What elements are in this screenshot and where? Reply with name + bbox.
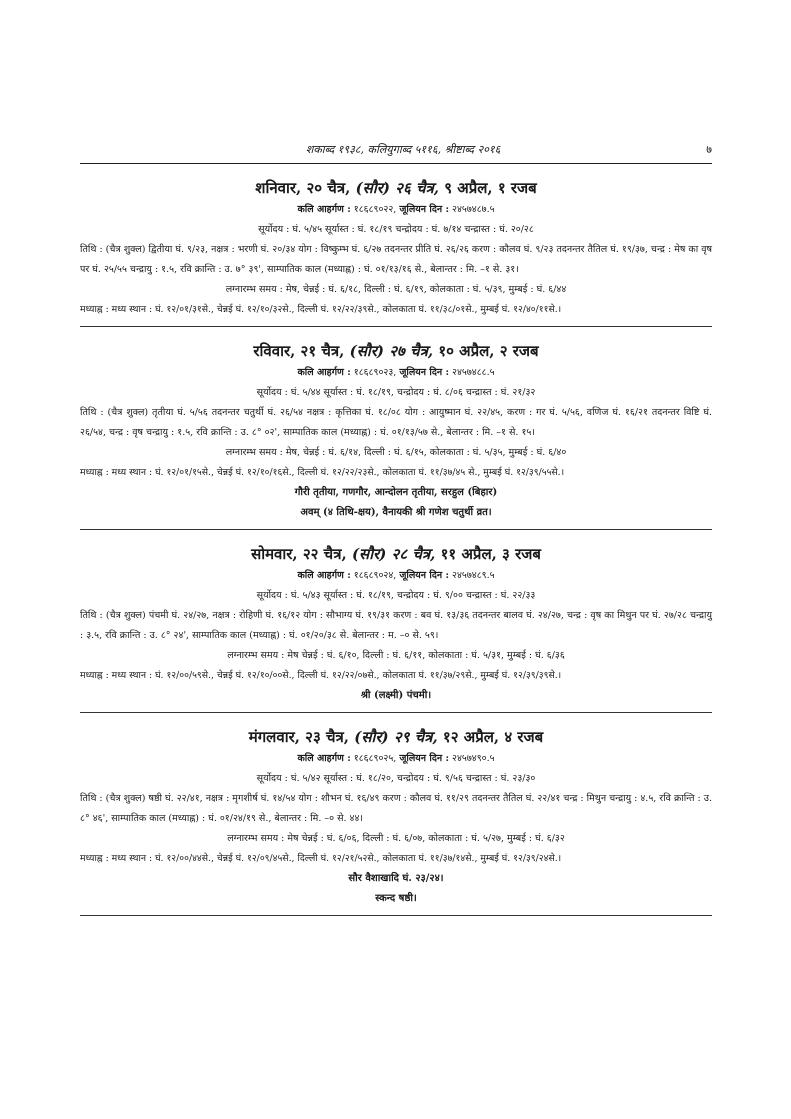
day-title [80,339,712,363]
page [80,138,712,916]
kali-label: कलि आहर्गण : [297,204,351,215]
day-title-date: रविवार, २१ चैत्र, [253,342,345,360]
kali-label: कलि आहर्गण : [297,367,351,378]
day-title-date: मंगलवार, २३ चैत्र, [248,728,350,746]
festival-line: गौरी तृतीया, गणगौर, आन्दोलन तृतीया, सरहुल (बिहार) [294,487,498,498]
day-title [80,542,712,566]
day-entry [80,713,712,916]
madhyahna-line: मध्याह्न : मध्य स्थान : घं. १२/००/५९से., चेन्नई घं. १२/१०/००से., दिल्ली घं. १२/२२/०७से., कोलकाता घं. ११/३७/२९से., मुम्बई घं. १२/३९/३९से.। [80,670,562,681]
festival-line: स्कन्द षष्ठी। [375,893,417,904]
lagna-line: लग्नारम्भ समय : मेष, चेन्नई : घं. ६/१८, दिल्ली : घं. ६/१९, कोलकाता : घं. ५/३९, मुम्बई : घं. ६/४४ [225,284,567,295]
day-entry [80,530,712,713]
day-title-gregorian: ९ अप्रैल, १ रजब [444,179,537,197]
day-entries [80,164,712,916]
sunrise-line: सूर्योदय : घं. ५/४४ सूर्यास्त : घं. १८/१९, चन्द्रोदय : घं. ८/०६ चन्द्रास्त : घं. २१/३२ [256,387,536,398]
running-header [80,138,712,160]
sunrise-line: सूर्योदय : घं. ५/४३ सूर्यास्त : घं. १८/१९, चन्द्रोदय : घं. ९/०० चन्द्रास्त : घं. २२/३३ [256,590,536,601]
kali-value: १८६८९०२३, [353,367,397,378]
kali-label: कलि आहर्गण : [297,570,351,581]
kali-julian-line [80,566,712,586]
tithi-paragraph: तिथि : (चैत्र शुक्ल) पंचमी घं. २४/२७, नक्षत्र : रोहिणी घं. १६/१२ योग : सौभाग्य घं. १९/३१ करण : बव घं. १३/३६ तदनन्तर बालव घं. २४/२७, चन्द्र : वृष का मिथुन पर घं. २७/२८ चन्द्रायु : ३.५, रवि क्रान्ति : उ. ८° २४', साम्पातिक काल (मध्याह्न) : घं. ०१/२०/३८ से. बेलान्तर : म. –० से. ५९। [80,610,712,641]
day-title-gregorian: १२ अप्रैल, ४ रजब [442,728,544,746]
kali-label: कलि आहर्गण : [297,753,351,764]
madhyahna-line: मध्याह्न : मध्य स्थान : घं. १२/००/४४से., चेन्नई घं. १२/०९/४५से., दिल्ली घं. १२/२१/५२से., कोलकाता घं. ११/३७/१४से., मुम्बई घं. १२/३९/२४से.। [80,853,562,864]
madhyahna-line: मध्याह्न : मध्य स्थान : घं. १२/०१/१५से., चेन्नई घं. १२/१०/१६से., दिल्ली घं. १२/२२/२३से., कोलकाता घं. ११/३७/४५ से., मुम्बई घं. १२/३९/५५से.। [80,467,565,478]
madhyahna-line: मध्याह्न : मध्य स्थान : घं. १२/०१/३१से., चेन्नई घं. १२/१०/३२से., दिल्ली घं. १२/२२/३९से., कोलकाता घं. ११/३८/०१से., मुम्बई घं. १२/४०/११से.। [80,304,562,315]
day-title-date: शनिवार, २० चैत्र, [255,179,351,197]
julian-label: जूलियन दिन : [399,204,449,215]
julian-label: जूलियन दिन : [399,570,449,581]
lagna-line: लग्नारम्भ समय : मेष चेन्नई : घं. ६/१०, दिल्ली : घं. ६/११, कोलकाता : घं. ५/३१, मुम्बई : घं. ६/३६ [227,650,565,661]
day-title [80,176,712,200]
kali-value: १८६८९०२५, [353,753,397,764]
running-header-title: शकाब्द १९३८, कलियुगाब्द ५११६, श्रीष्टाब्द २०१६ [305,142,501,156]
day-title-saur: (सौर) २६ चैत्र, [355,179,440,197]
day-title-saur: (सौर) २९ चैत्र, [354,728,438,746]
day-title-gregorian: ११ अप्रैल, ३ रजब [440,545,541,563]
day-title-saur: (सौर) २८ चैत्र, [351,545,436,563]
julian-value: २४५७४९०.५ [452,753,495,764]
kali-julian-line [80,363,712,383]
day-title [80,725,712,749]
lagna-line: लग्नारम्भ समय : मेष चेन्नई : घं. ६/०६, दिल्ली : घं. ६/०७, कोलकाता : घं. ५/२७, मुम्बई : घं. ६/३२ [227,833,565,844]
section-divider [80,915,712,916]
page-number: ७ [706,142,712,156]
day-title-saur: (सौर) २७ चैत्र, [349,342,434,360]
lagna-line: लग्नारम्भ समय : मेष, चेन्नई : घं. ६/१४, दिल्ली : घं. ६/१५, कोलकाता : घं. ५/३५, मुम्बई : घं. ६/४० [225,447,567,458]
sunrise-line: सूर्योदय : घं. ५/४२ सूर्यास्त : घं. १८/२०, चन्द्रोदय : घं. ९/५६ चन्द्रास्त : घं. २३/३० [256,773,536,784]
day-entry [80,327,712,530]
tithi-paragraph: तिथि : (चैत्र शुक्ल) तृतीया घं. ५/५६ तदनन्तर चतुर्थी घं. २६/५४ नक्षत्र : कृत्तिका घं. १८/०८ योग : आयुष्मान घं. २२/४५, करण : गर घं. ५/५६, वणिज घं. १६/२१ तदनन्तर विष्टि घं. २६/५४, चन्द्र : वृष चन्द्रायु : १.५, रवि क्रान्ति : उ. ८° ०२', साम्पातिक काल (मध्याह्न) : घं. ०१/१३/५७ से., बेलान्तर : मि. –१ से. १५। [80,407,712,438]
sunrise-line: सूर्योदय : घं. ५/४५ सूर्यास्त : घं. १८/१९ चन्द्रोदय : घं. ७/१४ चन्द्रास्त : घं. २०/२८ [258,224,534,235]
festival-line: श्री (लक्ष्मी) पंचमी। [360,690,432,701]
julian-value: २४५७४८७.५ [452,204,495,215]
day-entry [80,164,712,327]
kali-value: १८६८९०२२, [353,204,397,215]
festival-line: अवम् (४ तिथि-क्षय), वैनायकी श्री गणेश चतुर्थी व्रत। [300,507,492,518]
kali-julian-line [80,749,712,769]
julian-value: २४५७४८९.५ [452,570,495,581]
julian-label: जूलियन दिन : [399,367,449,378]
julian-label: जूलियन दिन : [399,753,449,764]
tithi-paragraph: तिथि : (चैत्र शुक्ल) षष्ठी घं. २२/४१, नक्षत्र : मृगशीर्ष घं. १४/५४ योग : शौभन घं. १६/४९ करण : कौलव घं. ११/२९ तदनन्तर तैतिल घं. २२/४१ चन्द्र : मिथुन चन्द्रायु : ४.५, रवि क्रान्ति : उ. ८° ४६', साम्पातिक काल (मध्याह्न) : घं. ०१/२४/१९ से., बेलान्तर : मि. –० से. ४४। [80,793,712,824]
julian-value: २४५७४८८.५ [452,367,495,378]
day-title-gregorian: १० अप्रैल, २ रजब [438,342,539,360]
day-title-date: सोमवार, २२ चैत्र, [251,545,347,563]
festival-line: सौर वैशाखादि घं. २३/२४। [348,873,444,884]
tithi-paragraph: तिथि : (चैत्र शुक्ल) द्वितीया घं. ९/२३, नक्षत्र : भरणी घं. २०/३४ योग : विष्कुम्भ घं. ६/२७ तदनन्तर प्रीति घं. २६/२६ करण : कौलव घं. ९/२३ तदनन्तर तैतिल घं. १९/३७, चन्द्र : मेष का वृष पर घं. २५/५५ चन्द्रायु : १.५, रवि क्रान्ति : उ. ७° ३९', साम्पातिक काल (मध्याह्न) : घं. ०१/१३/१६ से., बेलान्तर : मि. –१ से. ३१। [80,244,712,275]
kali-julian-line [80,200,712,220]
kali-value: १८६८९०२४, [353,570,397,581]
